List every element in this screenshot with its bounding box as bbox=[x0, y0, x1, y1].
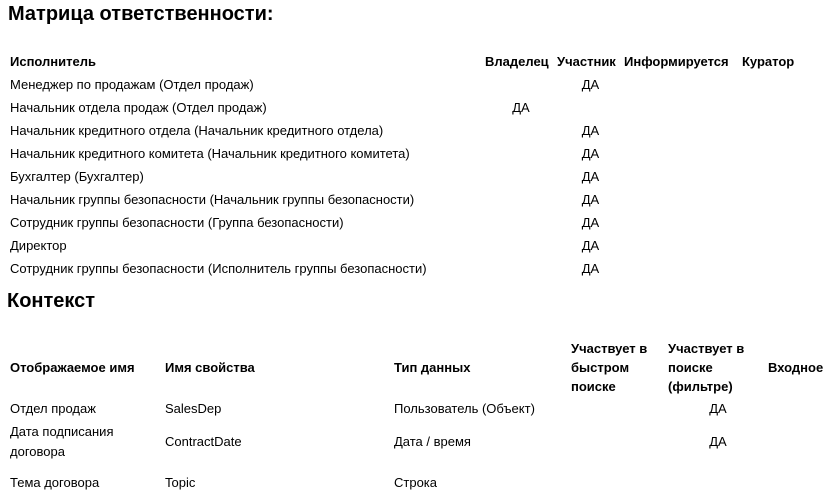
owner-cell bbox=[485, 257, 557, 280]
executor-cell: Сотрудник группы безопасности (Исполнитель группы безопасности) bbox=[10, 261, 427, 276]
participant-cell: ДА bbox=[581, 77, 600, 92]
informed-cell bbox=[624, 119, 742, 142]
input-cell bbox=[768, 421, 828, 462]
informed-cell bbox=[624, 73, 742, 96]
informed-cell bbox=[624, 257, 742, 280]
table-row bbox=[10, 462, 828, 503]
informed-cell bbox=[624, 142, 742, 165]
quick-search-cell bbox=[571, 421, 668, 462]
table-row bbox=[10, 119, 794, 142]
curator-cell bbox=[742, 234, 794, 257]
informed-cell bbox=[624, 96, 742, 119]
table-row bbox=[10, 421, 828, 462]
column-header-input: Входное bbox=[768, 360, 824, 375]
column-header-data-type: Тип данных bbox=[394, 360, 471, 375]
quick-search-cell bbox=[571, 462, 668, 503]
table-row bbox=[10, 257, 794, 280]
column-header-quick-search: Участвует в быстром поиске bbox=[571, 341, 648, 394]
filter-search-cell bbox=[668, 462, 768, 503]
context-title: Контекст bbox=[7, 290, 96, 312]
executor-cell: Директор bbox=[10, 238, 67, 253]
executor-cell: Начальник кредитного комитета (Начальник кредитного комитета) bbox=[10, 146, 410, 161]
owner-cell bbox=[485, 211, 557, 234]
executor-cell: Сотрудник группы безопасности (Группа безопасности) bbox=[10, 215, 344, 230]
curator-cell bbox=[742, 73, 794, 96]
display-name-cell: Дата подписания договора bbox=[10, 423, 114, 459]
data-type-cell: Пользователь (Объект) bbox=[394, 401, 535, 416]
table-row bbox=[10, 142, 794, 165]
input-cell bbox=[768, 462, 828, 503]
owner-cell: ДА bbox=[512, 100, 530, 115]
column-header-informed: Информируется bbox=[624, 54, 729, 69]
participant-cell: ДА bbox=[581, 215, 600, 230]
informed-cell bbox=[624, 234, 742, 257]
informed-cell bbox=[624, 165, 742, 188]
column-header-property-name: Имя свойства bbox=[165, 360, 255, 375]
curator-cell bbox=[742, 211, 794, 234]
filter-search-cell: ДА bbox=[709, 433, 727, 449]
property-name-cell: SalesDep bbox=[165, 401, 222, 416]
table-row bbox=[10, 165, 794, 188]
property-name-cell: Topic bbox=[165, 474, 196, 490]
curator-cell bbox=[742, 119, 794, 142]
table-row bbox=[10, 73, 794, 96]
curator-cell bbox=[742, 96, 794, 119]
participant-cell: ДА bbox=[581, 169, 600, 184]
executor-cell: Начальник группы безопасности (Начальник группы безопасности) bbox=[10, 192, 415, 207]
table-row bbox=[10, 211, 794, 234]
curator-cell bbox=[742, 188, 794, 211]
informed-cell bbox=[624, 188, 742, 211]
display-name-cell: Тема договора bbox=[10, 474, 100, 490]
owner-cell bbox=[485, 119, 557, 142]
table-header-row bbox=[10, 50, 794, 73]
executor-cell: Начальник отдела продаж (Отдел продаж) bbox=[10, 100, 267, 115]
filter-search-cell: ДА bbox=[709, 401, 727, 416]
column-header-display-name: Отображаемое имя bbox=[10, 360, 135, 375]
table-row bbox=[10, 397, 828, 421]
owner-cell bbox=[485, 234, 557, 257]
executor-cell: Менеджер по продажам (Отдел продаж) bbox=[10, 77, 254, 92]
quick-search-cell bbox=[571, 397, 668, 421]
responsibility-matrix-table bbox=[10, 50, 794, 280]
participant-cell: ДА bbox=[581, 123, 600, 138]
curator-cell bbox=[742, 142, 794, 165]
property-name-cell: ContractDate bbox=[165, 433, 242, 449]
participant-cell bbox=[557, 96, 624, 119]
column-header-executor: Исполнитель bbox=[10, 54, 96, 69]
column-header-curator: Куратор bbox=[742, 54, 795, 69]
column-header-participant: Участник bbox=[557, 54, 616, 69]
executor-cell: Начальник кредитного отдела (Начальник кредитного отдела) bbox=[10, 123, 384, 138]
participant-cell: ДА bbox=[581, 238, 600, 253]
table-header-row bbox=[10, 338, 828, 397]
curator-cell bbox=[742, 165, 794, 188]
participant-cell: ДА bbox=[581, 192, 600, 207]
owner-cell bbox=[485, 188, 557, 211]
informed-cell bbox=[624, 211, 742, 234]
responsibility-matrix-title: Матрица ответственности: bbox=[8, 3, 274, 25]
data-type-cell: Строка bbox=[394, 474, 438, 490]
column-header-filter-search: Участвует в поиске (фильтре) bbox=[668, 341, 745, 394]
participant-cell: ДА bbox=[581, 146, 600, 161]
input-cell bbox=[768, 397, 828, 421]
owner-cell bbox=[485, 142, 557, 165]
owner-cell bbox=[485, 165, 557, 188]
curator-cell bbox=[742, 257, 794, 280]
display-name-cell: Отдел продаж bbox=[10, 401, 96, 416]
table-row bbox=[10, 96, 794, 119]
table-row bbox=[10, 234, 794, 257]
column-header-owner: Владелец bbox=[485, 54, 549, 69]
owner-cell bbox=[485, 73, 557, 96]
context-table bbox=[10, 338, 828, 503]
executor-cell: Бухгалтер (Бухгалтер) bbox=[10, 169, 144, 184]
table-row bbox=[10, 188, 794, 211]
participant-cell: ДА bbox=[581, 261, 600, 276]
data-type-cell: Дата / время bbox=[394, 433, 471, 449]
